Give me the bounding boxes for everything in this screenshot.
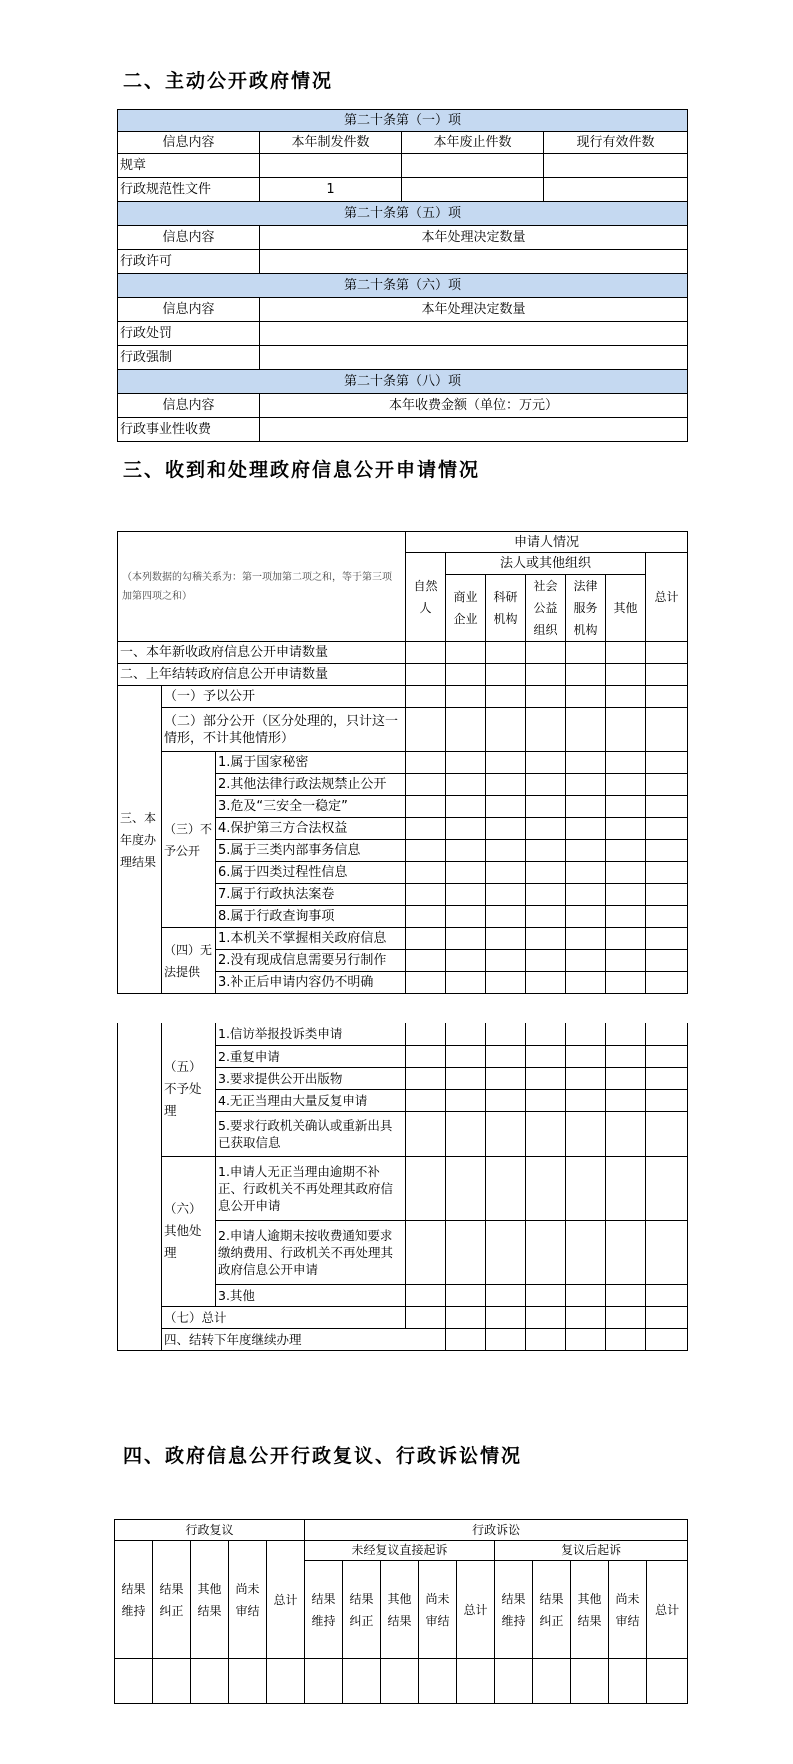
not-processed-item: 5.要求行政机关确认或重新出具已获取信息	[216, 1111, 406, 1156]
not-disclosed-item: 5.属于三类内部事务信息	[216, 840, 406, 862]
cell	[260, 346, 688, 370]
row-rules-label: 规章	[118, 154, 260, 178]
section-title-3: 三、收到和处理政府信息公开申请情况	[123, 459, 481, 481]
header-admin-lawsuit: 行政诉讼	[305, 1520, 688, 1541]
header-abolished-count: 本年废止件数	[402, 132, 544, 154]
band-article-20-5: 第二十条第（五）项	[118, 202, 688, 226]
band-article-20-8: 第二十条第（八）项	[118, 370, 688, 394]
cell	[260, 418, 688, 442]
not-disclosed-item: 4.保护第三方合法权益	[216, 818, 406, 840]
row-results-label: 三、本年度办理结果	[118, 686, 162, 994]
section-title-4: 四、政府信息公开行政复议、行政诉讼情况	[123, 1445, 523, 1467]
review-col: 结果纠正	[153, 1541, 191, 1659]
header-decision-count: 本年处理决定数量	[260, 226, 688, 250]
header-new-count: 本年制发件数	[260, 132, 402, 154]
header-other: 其他	[606, 575, 646, 642]
cell	[402, 178, 544, 202]
cell	[260, 154, 402, 178]
not-processed-item: 3.要求提供公开出版物	[216, 1067, 406, 1089]
band-article-20-6: 第二十条第（六）项	[118, 274, 688, 298]
header-total: 总计	[646, 553, 688, 642]
direct-col: 其他结果	[381, 1561, 419, 1659]
header-fee-amount: 本年收费金额（单位：万元）	[260, 394, 688, 418]
header-research: 科研机构	[486, 575, 526, 642]
other-processing-item: 2.申请人逾期未按收费通知要求缴纳费用、行政机关不再处理其政府信息公开申请	[216, 1220, 406, 1284]
other-processing-item: 1.申请人无正当理由逾期不补正、行政机关不再处理其政府信息公开申请	[216, 1156, 406, 1220]
not-processed-item: 1.信访举报投诉类申请	[216, 1023, 406, 1045]
header-legal-entity: 法人或其他组织	[446, 553, 646, 575]
review-col: 总计	[267, 1541, 305, 1659]
header-info: 信息内容	[118, 226, 260, 250]
proactive-disclosure-table	[117, 109, 688, 442]
review-litigation-table	[114, 1519, 688, 1704]
review-col: 尚未审结	[229, 1541, 267, 1659]
review-col: 其他结果	[191, 1541, 229, 1659]
other-processing-item: 3.其他	[216, 1284, 406, 1306]
header-applicant: 申请人情况	[406, 532, 688, 553]
row-normative-docs-label: 行政规范性文件	[118, 178, 260, 202]
after-col: 其他结果	[571, 1561, 609, 1659]
unable-item: 1.本机关不掌握相关政府信息	[216, 928, 406, 950]
header-valid-count: 现行有效件数	[544, 132, 688, 154]
direct-col: 结果维持	[305, 1561, 343, 1659]
group-total: （七）总计	[162, 1306, 406, 1328]
row-punishment-label: 行政处罚	[118, 322, 260, 346]
header-info: 信息内容	[118, 132, 260, 154]
row-enforcement-label: 行政强制	[118, 346, 260, 370]
direct-col: 尚未审结	[419, 1561, 457, 1659]
row-carried-applications: 二、上年结转政府信息公开申请数量	[118, 664, 406, 686]
header-social: 社会公益组织	[526, 575, 566, 642]
group-not-processed: （五）不予处理	[162, 1023, 216, 1156]
unable-item: 3.补正后申请内容仍不明确	[216, 972, 406, 994]
section-title-2: 二、主动公开政府情况	[123, 70, 334, 92]
not-disclosed-item: 1.属于国家秘密	[216, 752, 406, 774]
row-new-applications: 一、本年新收政府信息公开申请数量	[118, 642, 406, 664]
group-not-disclosed: （三）不予公开	[162, 752, 216, 928]
after-col: 总计	[647, 1561, 688, 1659]
application-table-part1	[117, 531, 688, 994]
not-disclosed-item: 8.属于行政查询事项	[216, 906, 406, 928]
row-license-label: 行政许可	[118, 250, 260, 274]
header-business: 商业企业	[446, 575, 486, 642]
not-processed-item: 4.无正当理由大量反复申请	[216, 1089, 406, 1111]
not-disclosed-item: 6.属于四类过程性信息	[216, 862, 406, 884]
unable-item: 2.没有现成信息需要另行制作	[216, 950, 406, 972]
not-disclosed-item: 3.危及“三安全一稳定”	[216, 796, 406, 818]
balance-note: （本列数据的勾稽关系为：第一项加第二项之和，等于第三项加第四项之和）	[118, 532, 406, 642]
after-col: 结果纠正	[533, 1561, 571, 1659]
header-decision-count: 本年处理决定数量	[260, 298, 688, 322]
group-other-processing: （六）其他处理	[162, 1156, 216, 1306]
cell	[260, 322, 688, 346]
band-article-20-1: 第二十条第（一）项	[118, 110, 688, 132]
results-continued	[118, 1023, 162, 1350]
direct-col: 结果纠正	[343, 1561, 381, 1659]
normative-docs-new-count: 1	[260, 178, 402, 202]
row-carry-forward: 四、结转下年度继续办理	[162, 1328, 446, 1350]
group-unable-to-provide: （四）无法提供	[162, 928, 216, 994]
application-table-part2	[117, 1023, 688, 1351]
header-info: 信息内容	[118, 298, 260, 322]
header-legal-service: 法律服务机构	[566, 575, 606, 642]
after-col: 结果维持	[495, 1561, 533, 1659]
not-disclosed-item: 7.属于行政执法案卷	[216, 884, 406, 906]
not-disclosed-item: 2.其他法律行政法规禁止公开	[216, 774, 406, 796]
cell	[260, 250, 688, 274]
not-processed-item: 2.重复申请	[216, 1045, 406, 1067]
cell	[544, 178, 688, 202]
header-direct-suit: 未经复议直接起诉	[305, 1541, 495, 1561]
after-col: 尚未审结	[609, 1561, 647, 1659]
group-partial: （二）部分公开（区分处理的，只计这一情形，不计其他情形）	[162, 708, 406, 752]
header-natural-person: 自然人	[406, 553, 446, 642]
header-info: 信息内容	[118, 394, 260, 418]
review-col: 结果维持	[115, 1541, 153, 1659]
cell	[544, 154, 688, 178]
direct-col: 总计	[457, 1561, 495, 1659]
header-admin-review: 行政复议	[115, 1520, 305, 1541]
group-disclosed: （一）予以公开	[162, 686, 406, 708]
header-suit-after-review: 复议后起诉	[495, 1541, 688, 1561]
row-fee-label: 行政事业性收费	[118, 418, 260, 442]
cell	[402, 154, 544, 178]
